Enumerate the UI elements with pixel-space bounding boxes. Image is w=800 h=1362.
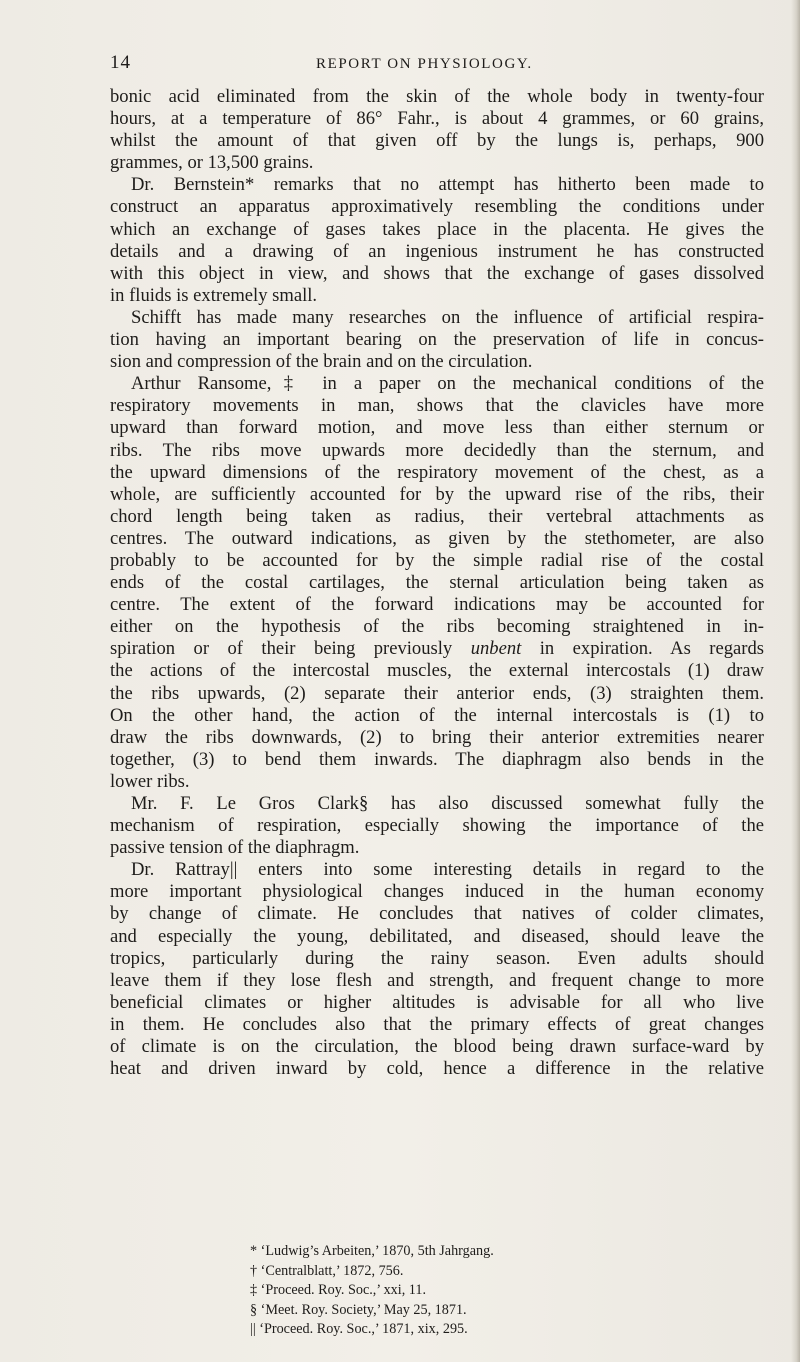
text-line: chord length being taken as radius, their vertebral attachments as [110, 505, 764, 527]
text-line: sion and compression of the brain and on the circulation. [110, 351, 533, 373]
footnote: ‡ ‘Proceed. Roy. Soc.,’ xxi, 11. [250, 1282, 426, 1299]
text-line: either on the hypothesis of the ribs becoming straightened in in- [110, 616, 764, 638]
text-line: bonic acid eliminated from the skin of the whole body in twenty-four [110, 86, 764, 107]
text-line: whole, are sufficiently accounted for by the upward rise of the ribs, their [110, 483, 764, 505]
text-line: the ribs upwards, (2) separate their anterior ends, (3) straighten them. [110, 682, 764, 704]
text-line: and especially the young, debilitated, and diseased, should leave the [110, 925, 764, 947]
text-line: Mr. F. Le Gros Clark§ has also discussed somewhat fully the [131, 793, 764, 814]
text-line: mechanism of respiration, especially showing the importance of the [110, 815, 764, 837]
text-line: centres. The outward indications, as given by the stethometer, are also [110, 527, 764, 549]
text-line: spiration or of their being previously unbent in expiration. As regards [110, 638, 764, 660]
running-head: REPORT ON PHYSIOLOGY. [316, 56, 533, 72]
text-line: Schifft has made many researches on the influence of artificial respira- [131, 306, 764, 328]
text-line: which an exchange of gases takes place in the placenta. He gives the [110, 218, 764, 240]
text-line: leave them if they lose flesh and strength, and frequent change to more [110, 969, 764, 991]
text-line: Arthur Ransome,‡ in a paper on the mechanical conditions of the [131, 373, 764, 395]
text-line: upward than forward motion, and move less than either sternum or [110, 417, 764, 439]
text-line: probably to be accounted for by the simple radial rise of the costal [110, 549, 764, 571]
text-line: with this object in view, and shows that the exchange of gases dissolved [110, 262, 764, 284]
text-line: together, (3) to bend them inwards. The diaphragm also bends in the [110, 748, 764, 770]
text-line: Dr. Bernstein* remarks that no attempt has hitherto been made to [131, 174, 764, 196]
text-line: beneficial climates or higher altitudes is advisable for all who live [110, 991, 764, 1013]
page-header [110, 52, 800, 82]
text-line: the actions of the intercostal muscles, the external intercostals (1) draw [110, 660, 764, 682]
text-line: grammes, or 13,500 grains. [110, 152, 314, 174]
text-line: tion having an important bearing on the preservation of life in concus- [110, 329, 764, 351]
footnote: || ‘Proceed. Roy. Soc.,’ 1871, xix, 295. [250, 1321, 468, 1338]
text-line: construct an apparatus approximatively resembling the conditions under [110, 196, 764, 218]
text-line: heat and driven inward by cold, hence a difference in the relative [110, 1058, 764, 1080]
text-line: On the other hand, the action of the internal intercostals is (1) to [110, 704, 764, 726]
text-line: passive tension of the diaphragm. [110, 837, 360, 859]
text-line: tropics, particularly during the rainy season. Even adults should [110, 947, 764, 969]
text-line: ribs. The ribs move upwards more decidedly than the sternum, and [110, 439, 764, 461]
text-line: hours, at a temperature of 86° Fahr., is about 4 grammes, or 60 grains, [110, 108, 764, 130]
body-text [110, 86, 764, 1080]
text-line: whilst the amount of that given off by the lungs is, perhaps, 900 [110, 130, 764, 152]
text-line: the upward dimensions of the respiratory movement of the chest, as a [110, 461, 764, 483]
text-line: in fluids is extremely small. [110, 284, 318, 306]
text-line: respiratory movements in man, shows that the clavicles have more [110, 395, 764, 417]
footnote: * ‘Ludwig’s Arbeiten,’ 1870, 5th Jahrgang. [250, 1243, 494, 1259]
text-line: by change of climate. He concludes that natives of colder climates, [110, 903, 764, 925]
page-number: 14 [110, 52, 131, 73]
text-line: ends of the costal cartilages, the sternal articulation being taken as [110, 572, 764, 594]
footnote: † ‘Centralblatt,’ 1872, 756. [250, 1262, 404, 1279]
footnote: § ‘Meet. Roy. Society,’ May 25, 1871. [250, 1301, 467, 1318]
footnotes [250, 1242, 750, 1340]
text-line: Dr. Rattray|| enters into some interesting details in regard to the [131, 859, 764, 881]
text-line: of climate is on the circulation, the blood being drawn surface-ward by [110, 1036, 764, 1058]
text-line: lower ribs. [110, 770, 190, 792]
text-line: details and a drawing of an ingenious instrument he has constructed [110, 240, 764, 262]
text-line: centre. The extent of the forward indications may be accounted for [110, 594, 764, 616]
page-edge-shadow [791, 0, 800, 1362]
text-line: in them. He concludes also that the primary effects of great changes [110, 1013, 764, 1035]
text-line: more important physiological changes induced in the human economy [110, 881, 764, 903]
text-line: draw the ribs downwards, (2) to bring their anterior extremities nearer [110, 726, 764, 748]
